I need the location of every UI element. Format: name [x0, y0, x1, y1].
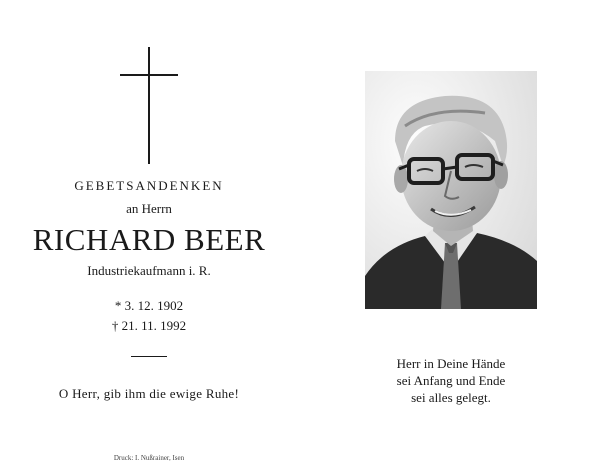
verse-line-3: sei alles gelegt. [411, 390, 491, 405]
portrait-illustration [365, 71, 537, 309]
card-heading: GEBETSANDENKEN [74, 178, 224, 193]
portrait-photo [365, 71, 537, 309]
prayer-text: O Herr, gib ihm die ewige Ruhe! [58, 386, 240, 401]
verse-line-1: Herr in Deine Hände [396, 356, 506, 371]
death-date: † 21. 11. 1992 [111, 318, 187, 333]
intro-text: an Herrn [126, 201, 172, 216]
cross-horizontal-bar [120, 74, 178, 76]
occupation-title: Industriekaufmann i. R. [87, 263, 211, 278]
divider-line [131, 356, 167, 357]
deceased-name: RICHARD BEER [32, 222, 266, 257]
verse-line-2: sei Anfang und Ende [396, 373, 506, 388]
cross-vertical-bar [148, 47, 150, 164]
printer-credit: Druck: I. Nußrainer, Isen [113, 454, 185, 462]
birth-date: * 3. 12. 1902 [114, 298, 184, 313]
bible-verse [350, 355, 552, 406]
